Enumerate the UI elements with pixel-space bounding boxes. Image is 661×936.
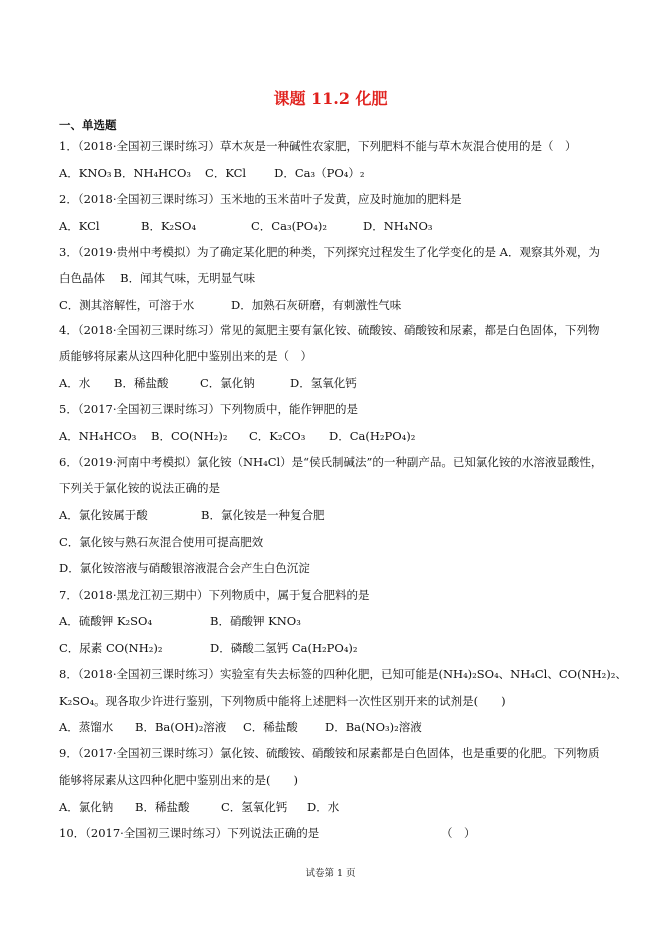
question-4-stem: 4．（2018·全国初三课时练习）常见的氮肥主要有氯化铵、硫酸铵、硝酸铵和尿素，都是白色固体，下列物	[59, 323, 600, 337]
question-4-options	[59, 376, 357, 391]
question-8-stem-cont: K₂SO₄。现各取少许进行鉴别，下列物质中能将上述肥料一次性区别开来的试剂是( )	[59, 694, 506, 708]
option: D．NH₄NO₃	[363, 219, 433, 233]
option: B．稀盐酸	[114, 376, 169, 390]
option: C．Ca₃(PO₄)₂	[251, 219, 327, 233]
question-8-stem: 8．（2018·全国初三课时练习）实验室有失去标签的四种化肥，已知可能是(NH₄)₂SO₄、NH₄Cl、CO(NH₂)₂、	[59, 667, 627, 681]
option: D．Ca(H₂PO₄)₂	[329, 429, 416, 443]
question-1-options	[59, 166, 364, 181]
option: B．CO(NH₂)₂	[151, 429, 228, 443]
question-2-options	[59, 219, 433, 234]
option: B．氯化铵是一种复合肥	[201, 508, 325, 522]
question-8-options	[59, 720, 422, 735]
option: B．K₂SO₄	[141, 219, 197, 233]
question-5-options	[59, 429, 415, 444]
answer-blank: （ ）	[441, 826, 476, 840]
question-7-options-row1	[59, 614, 301, 629]
question-9-stem: 9．（2017·全国初三课时练习）氯化铵、硫酸铵、硝酸铵和尿素都是白色固体，也是重要的化肥。下列物质	[59, 746, 600, 760]
question-6-option-c: C．氯化铵与熟石灰混合使用可提高肥效	[59, 535, 264, 549]
option: A．蒸馏水	[59, 720, 114, 734]
option: C．测其溶解性，可溶于水	[59, 298, 195, 312]
question-10-text: 10．（2017·全国初三课时练习）下列说法正确的是	[59, 826, 320, 840]
question-6-options	[59, 508, 324, 523]
question-9-stem-cont: 能够将尿素从这四种化肥中鉴别出来的是( )	[59, 773, 298, 787]
question-5-stem: 5．（2017·全国初三课时练习）下列物质中，能作钾肥的是	[59, 402, 358, 416]
option: B．Ba(OH)₂溶液	[135, 720, 227, 734]
option: C．氢氧化钙	[221, 800, 288, 814]
question-6-stem-cont: 下列关于氯化铵的说法正确的是	[59, 481, 220, 495]
option: A．氯化铵属于酸	[59, 508, 148, 522]
question-7-stem: 7．（2018·黑龙江初三期中）下列物质中，属于复合肥料的是	[59, 588, 370, 602]
question-6-stem: 6．（2019·河南中考模拟）氯化铵（NH₄Cl）是“侯氏制碱法”的一种副产品。已知氯化铵的水溶液显酸性，	[59, 455, 603, 469]
option: D．磷酸二氢钙 Ca(H₂PO₄)₂	[210, 641, 358, 655]
question-9-options	[59, 800, 339, 815]
question-4-stem-cont: 质能够将尿素从这四种化肥中鉴别出来的是（ ）	[59, 349, 312, 363]
page-footer: 试卷第 1 页	[305, 868, 356, 879]
option: A．氯化钠	[59, 800, 114, 814]
option: C．稀盐酸	[243, 720, 298, 734]
question-2-stem: 2．（2018·全国初三课时练习）玉米地的玉米苗叶子发黄，应及时施加的肥料是	[59, 192, 462, 206]
option: A．水	[59, 376, 91, 390]
option: A．NH₄HCO₃	[59, 429, 137, 443]
option: D．水	[307, 800, 340, 814]
option: D．Ba(NO₃)₂溶液	[325, 720, 422, 734]
option: D．氢氧化钙	[290, 376, 357, 390]
question-1-stem: 1．（2018·全国初三课时练习）草木灰是一种碱性农家肥，下列肥料不能与草木灰混合使用的是（ ）	[59, 139, 577, 153]
option: D．加熟石灰研磨，有刺激性气味	[231, 298, 402, 312]
question-7-options-row2	[59, 641, 358, 656]
option: B．稀盐酸	[135, 800, 190, 814]
question-3-stem: 3．（2019·贵州中考模拟）为了确定某化肥的种类，下列探究过程发生了化学变化的是 A．观察其外观，为	[59, 245, 600, 259]
option: C．KCl	[205, 166, 247, 180]
question-3-stem-cont: 白色晶体 B．闻其气味，无明显气味	[59, 271, 256, 285]
page-title: 课题 11.2 化肥	[273, 89, 388, 108]
question-3-options	[59, 298, 401, 313]
option: B．硝酸钾 KNO₃	[210, 614, 301, 628]
option: A．KCl	[59, 219, 100, 233]
option: A．硫酸钾 K₂SO₄	[59, 614, 153, 628]
question-10-stem	[59, 826, 476, 841]
option: A．KNO₃	[59, 166, 112, 180]
option: C．尿素 CO(NH₂)₂	[59, 641, 163, 655]
section-heading: 一、单选题	[59, 118, 117, 132]
option: C．K₂CO₃	[249, 429, 306, 443]
option: D．Ca₃（PO₄）₂	[274, 166, 365, 180]
question-6-option-d: D．氯化铵溶液与硝酸银溶液混合会产生白色沉淀	[59, 561, 310, 575]
option: B．NH₄HCO₃	[113, 166, 192, 180]
option: C．氯化钠	[200, 376, 255, 390]
